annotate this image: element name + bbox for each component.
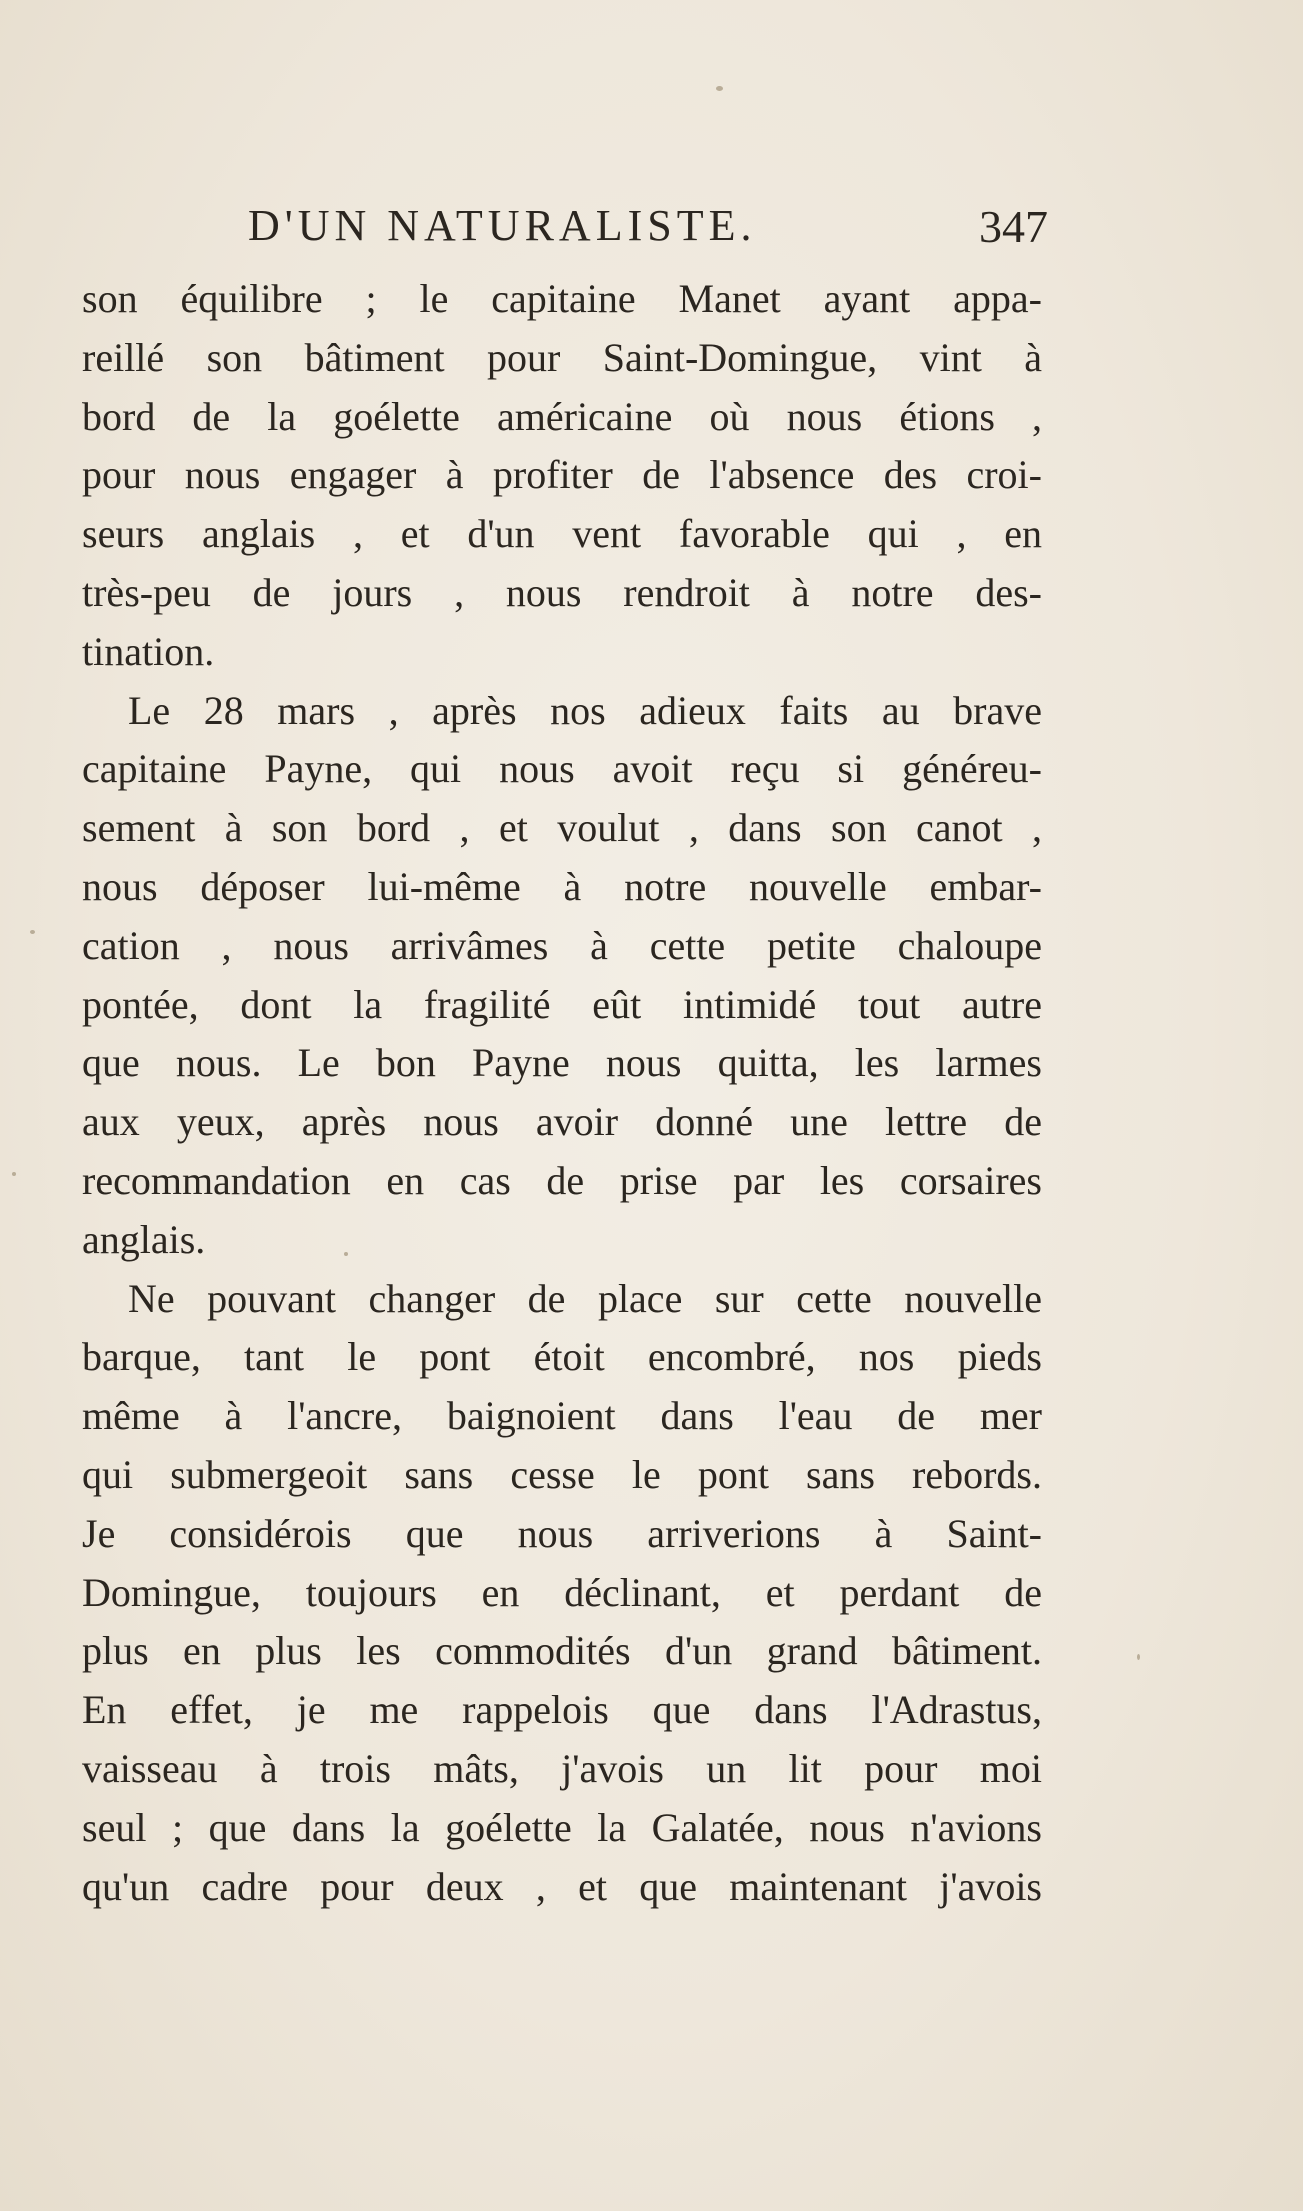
text-line: seul ; que dans la goélette la Galatée, nous n'avions xyxy=(82,1804,1042,1850)
page-number: 347 xyxy=(979,201,1048,252)
paper-speck xyxy=(12,1172,16,1176)
paragraph xyxy=(82,1270,1042,1917)
text-line: En effet, je me rappelois que dans l'Adrastus, xyxy=(82,1687,1042,1733)
text-line: que nous. Le bon Payne nous quitta, les larmes xyxy=(82,1040,1042,1086)
text-line: même à l'ancre, baignoient dans l'eau de mer xyxy=(82,1393,1042,1439)
text-line: bord de la goélette américaine où nous étions , xyxy=(82,393,1042,439)
text-line: reillé son bâtiment pour Saint-Domingue, vint à xyxy=(82,334,1042,380)
paragraph xyxy=(82,270,1042,682)
text-line: anglais. xyxy=(82,1216,206,1262)
text-line: nous déposer lui-même à notre nouvelle embar- xyxy=(82,863,1042,909)
text-line: pour nous engager à profiter de l'absence des croi- xyxy=(82,452,1042,498)
text-line: Je considérois que nous arriverions à Saint- xyxy=(82,1510,1042,1556)
paragraph xyxy=(82,682,1042,1270)
paper-speck xyxy=(716,86,723,91)
text-line: Domingue, toujours en déclinant, et perdant de xyxy=(82,1569,1042,1615)
text-line: plus en plus les commodités d'un grand bâtiment. xyxy=(82,1628,1042,1674)
text-line: qui submergeoit sans cesse le pont sans rebords. xyxy=(82,1451,1042,1497)
text-line: pontée, dont la fragilité eût intimidé tout autre xyxy=(82,981,1042,1027)
text-line: Le 28 mars , après nos adieux faits au brave xyxy=(128,687,1042,733)
text-line: capitaine Payne, qui nous avoit reçu si généreu- xyxy=(82,746,1042,792)
text-line: recommandation en cas de prise par les corsaires xyxy=(82,1157,1042,1203)
text-line: barque, tant le pont étoit encombré, nos pieds xyxy=(82,1334,1042,1380)
paper-speck xyxy=(30,930,35,934)
body-text xyxy=(82,270,1042,1916)
text-line: sement à son bord , et voulut , dans son canot , xyxy=(82,805,1042,851)
text-line: aux yeux, après nous avoir donné une lettre de xyxy=(82,1099,1042,1145)
text-line: vaisseau à trois mâts, j'avois un lit pour moi xyxy=(82,1745,1042,1791)
text-line: Ne pouvant changer de place sur cette nouvelle xyxy=(128,1275,1042,1321)
text-line: seurs anglais , et d'un vent favorable qui , en xyxy=(82,511,1042,557)
running-head xyxy=(248,200,1048,260)
text-line: son équilibre ; le capitaine Manet ayant appa- xyxy=(82,276,1042,321)
text-line: très-peu de jours , nous rendroit à notre des- xyxy=(82,569,1042,615)
text-line: cation , nous arrivâmes à cette petite chaloupe xyxy=(82,922,1042,968)
text-line: tination. xyxy=(82,628,215,674)
paper-speck xyxy=(1137,1654,1140,1660)
running-title: D'UN NATURALISTE. xyxy=(248,201,757,250)
text-line: qu'un cadre pour deux , et que maintenant j'avois xyxy=(82,1863,1042,1909)
